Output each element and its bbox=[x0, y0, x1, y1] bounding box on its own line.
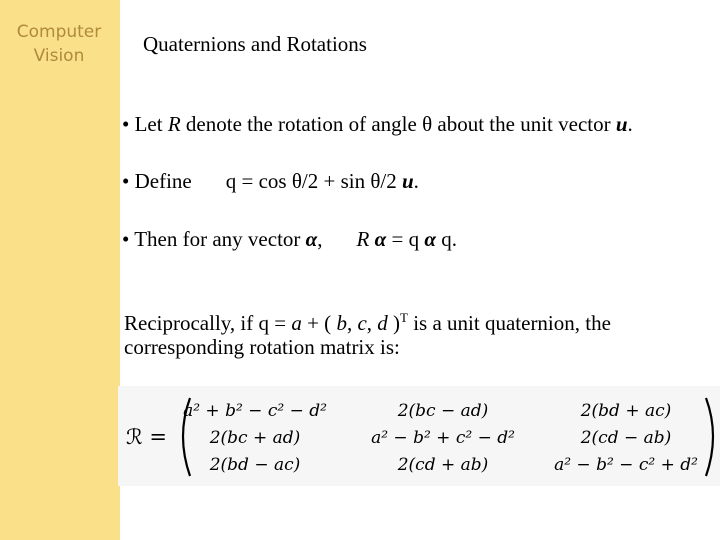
course-title-line2: Vision bbox=[33, 46, 85, 66]
bullet-dot: • bbox=[122, 227, 130, 251]
reciprocal-paragraph bbox=[124, 306, 720, 359]
text-segment: denote the rotation of angle θ about the unit vector bbox=[180, 112, 616, 136]
symbol-u: u bbox=[401, 169, 414, 193]
text-segment: = q bbox=[386, 227, 425, 251]
symbol-alpha: α bbox=[305, 227, 318, 251]
text-segment: , bbox=[366, 311, 378, 335]
text-segment: . bbox=[627, 112, 633, 136]
symbol-alpha: α bbox=[424, 227, 436, 251]
matrix-cell: 2(cd + ab) bbox=[397, 455, 489, 475]
text-segment: ) bbox=[387, 311, 401, 335]
text-segment: Then for any vector bbox=[129, 227, 306, 251]
text-segment: + ( bbox=[301, 311, 337, 335]
rotation-matrix bbox=[118, 386, 718, 486]
text-segment: Reciprocally, if q = bbox=[124, 311, 292, 335]
right-paren bbox=[706, 398, 713, 476]
matrix-cell: 2(bc − ad) bbox=[397, 401, 489, 421]
course-title bbox=[0, 20, 118, 68]
symbol-r: R bbox=[356, 227, 370, 251]
matrix-cell: a² + b² − c² − d² bbox=[183, 401, 327, 421]
bullet-define-q bbox=[122, 169, 419, 194]
bullet-dot: • bbox=[122, 169, 130, 193]
matrix-cell: 2(bd − ac) bbox=[209, 455, 301, 475]
text-segment: is a unit quaternion, the corresponding rotation matrix is: bbox=[124, 311, 611, 359]
symbol-alpha: α bbox=[374, 227, 387, 251]
symbol-r: R bbox=[167, 112, 181, 136]
text-segment: q. bbox=[435, 227, 457, 251]
text-segment: Let bbox=[129, 112, 168, 136]
slide-title: Quaternions and Rotations bbox=[143, 32, 367, 56]
bullet-rotation-definition bbox=[122, 112, 633, 137]
bullet-dot: • bbox=[122, 112, 130, 136]
equation-q: q = cos θ/2 + sin θ/2 bbox=[225, 169, 402, 193]
bullet-rotation-formula bbox=[122, 227, 457, 252]
matrix-cell: 2(bc + ad) bbox=[209, 428, 301, 448]
symbol-u: u bbox=[615, 112, 628, 136]
transpose-mark: T bbox=[400, 310, 408, 325]
text-segment: Define bbox=[129, 169, 192, 193]
matrix-cell: a² − b² + c² − d² bbox=[371, 428, 515, 448]
matrix-cell: 2(cd − ab) bbox=[580, 428, 672, 448]
matrix-cell: a² − b² − c² + d² bbox=[554, 455, 698, 475]
course-title-line1: Computer bbox=[16, 22, 102, 42]
symbol-c: c bbox=[357, 311, 367, 335]
symbol-d: d bbox=[377, 311, 388, 335]
matrix-lhs: ℛ = bbox=[126, 425, 168, 449]
symbol-b: b bbox=[336, 311, 347, 335]
sidebar-band bbox=[0, 0, 120, 540]
text-segment: , bbox=[346, 311, 358, 335]
text-segment: , bbox=[317, 227, 323, 251]
matrix-cell: 2(bd + ac) bbox=[580, 401, 672, 421]
text-segment: . bbox=[413, 169, 419, 193]
symbol-a: a bbox=[291, 311, 302, 335]
